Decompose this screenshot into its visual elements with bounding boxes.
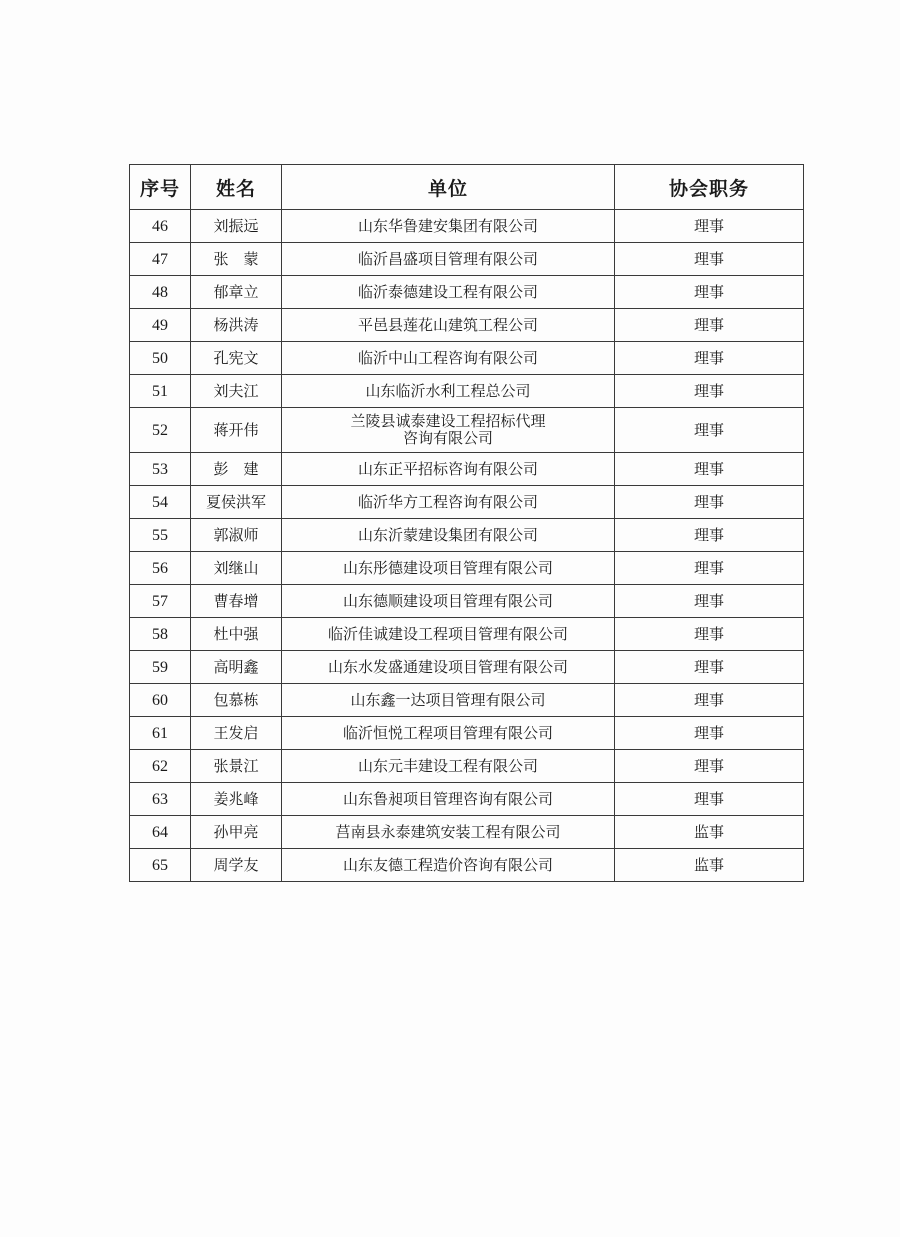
cell-serial-number: 48 [130, 276, 191, 309]
cell-serial-number: 51 [130, 375, 191, 408]
cell-unit-line: 临沂华方工程咨询有限公司 [357, 492, 538, 511]
cell-unit [282, 783, 615, 816]
cell-serial-number: 56 [130, 552, 191, 585]
cell-name: 刘夫江 [191, 375, 282, 408]
cell-unit-line: 山东鑫一达项目管理有限公司 [350, 690, 546, 709]
table-row [130, 210, 804, 243]
cell-serial-number: 53 [130, 453, 191, 486]
cell-unit-line: 山东鲁昶项目管理咨询有限公司 [342, 789, 553, 808]
cell-unit-line: 山东临沂水利工程总公司 [365, 381, 531, 400]
cell-unit-line: 咨询有限公司 [402, 429, 493, 447]
cell-serial-number: 65 [130, 849, 191, 882]
table-body [130, 210, 804, 882]
cell-name: 包慕栋 [191, 684, 282, 717]
cell-association-role: 理事 [615, 618, 804, 651]
cell-name: 孔宪文 [191, 342, 282, 375]
cell-unit [282, 453, 615, 486]
cell-unit-line: 临沂恒悦工程项目管理有限公司 [342, 723, 553, 742]
table-row [130, 519, 804, 552]
header-association-role: 协会职务 [615, 165, 804, 210]
cell-name: 姜兆峰 [191, 783, 282, 816]
cell-association-role: 理事 [615, 276, 804, 309]
cell-serial-number: 63 [130, 783, 191, 816]
cell-serial-number: 49 [130, 309, 191, 342]
cell-association-role: 理事 [615, 585, 804, 618]
cell-association-role: 理事 [615, 210, 804, 243]
table-row [130, 684, 804, 717]
table-row [130, 375, 804, 408]
cell-unit-line: 山东德顺建设项目管理有限公司 [342, 591, 553, 610]
cell-association-role: 理事 [615, 375, 804, 408]
cell-unit-line: 平邑县莲花山建筑工程公司 [357, 315, 538, 334]
cell-unit [282, 618, 615, 651]
table-row [130, 342, 804, 375]
table-row [130, 486, 804, 519]
cell-name: 杜中强 [191, 618, 282, 651]
cell-unit [282, 486, 615, 519]
cell-name: 王发启 [191, 717, 282, 750]
cell-association-role: 理事 [615, 519, 804, 552]
cell-unit [282, 585, 615, 618]
cell-name: 曹春增 [191, 585, 282, 618]
table-row [130, 243, 804, 276]
cell-association-role: 监事 [615, 816, 804, 849]
cell-name: 孙甲亮 [191, 816, 282, 849]
cell-unit [282, 243, 615, 276]
cell-association-role: 理事 [615, 552, 804, 585]
cell-name: 张景江 [191, 750, 282, 783]
cell-serial-number: 50 [130, 342, 191, 375]
member-roster-table [129, 164, 804, 882]
table-row [130, 453, 804, 486]
cell-association-role: 理事 [615, 342, 804, 375]
cell-serial-number: 59 [130, 651, 191, 684]
cell-serial-number: 46 [130, 210, 191, 243]
table-row [130, 651, 804, 684]
cell-serial-number: 54 [130, 486, 191, 519]
cell-unit [282, 684, 615, 717]
table-row [130, 585, 804, 618]
cell-unit [282, 408, 615, 453]
cell-unit-line: 山东彤德建设项目管理有限公司 [342, 558, 553, 577]
cell-serial-number: 52 [130, 408, 191, 453]
cell-unit-line: 山东华鲁建安集团有限公司 [357, 216, 538, 235]
cell-unit-line: 山东元丰建设工程有限公司 [357, 756, 538, 775]
cell-serial-number: 55 [130, 519, 191, 552]
header-unit: 单位 [282, 165, 615, 210]
cell-name: 蒋开伟 [191, 408, 282, 453]
cell-serial-number: 62 [130, 750, 191, 783]
cell-unit [282, 552, 615, 585]
cell-unit [282, 375, 615, 408]
cell-association-role: 理事 [615, 717, 804, 750]
cell-unit-line: 山东水发盛通建设项目管理有限公司 [327, 657, 568, 676]
cell-serial-number: 64 [130, 816, 191, 849]
cell-association-role: 理事 [615, 684, 804, 717]
cell-serial-number: 57 [130, 585, 191, 618]
table-row [130, 717, 804, 750]
header-name: 姓名 [191, 165, 282, 210]
cell-unit [282, 519, 615, 552]
cell-unit [282, 849, 615, 882]
table-row [130, 552, 804, 585]
cell-unit [282, 210, 615, 243]
cell-unit [282, 651, 615, 684]
cell-association-role: 理事 [615, 408, 804, 453]
cell-association-role: 理事 [615, 309, 804, 342]
cell-serial-number: 60 [130, 684, 191, 717]
cell-association-role: 理事 [615, 750, 804, 783]
cell-name: 刘振远 [191, 210, 282, 243]
cell-unit-line: 临沂佳诚建设工程项目管理有限公司 [327, 624, 568, 643]
cell-unit-line: 莒南县永泰建筑安装工程有限公司 [335, 822, 561, 841]
table-row [130, 618, 804, 651]
cell-unit [282, 750, 615, 783]
cell-unit [282, 309, 615, 342]
cell-association-role: 理事 [615, 243, 804, 276]
cell-unit [282, 276, 615, 309]
table-row [130, 309, 804, 342]
cell-unit-line: 兰陵县诚泰建设工程招标代理 [350, 412, 546, 430]
cell-serial-number: 58 [130, 618, 191, 651]
cell-unit [282, 342, 615, 375]
cell-name: 彭 建 [191, 453, 282, 486]
cell-association-role: 理事 [615, 651, 804, 684]
cell-unit [282, 816, 615, 849]
cell-name: 杨洪涛 [191, 309, 282, 342]
cell-name: 周学友 [191, 849, 282, 882]
cell-association-role: 理事 [615, 453, 804, 486]
cell-unit-line: 临沂中山工程咨询有限公司 [357, 348, 538, 367]
cell-association-role: 监事 [615, 849, 804, 882]
table-row [130, 816, 804, 849]
cell-name: 张 蒙 [191, 243, 282, 276]
cell-association-role: 理事 [615, 783, 804, 816]
cell-association-role: 理事 [615, 486, 804, 519]
table-row [130, 276, 804, 309]
cell-name: 夏侯洪军 [191, 486, 282, 519]
cell-unit-line: 山东友德工程造价咨询有限公司 [342, 855, 553, 874]
table-header-row [130, 165, 804, 210]
cell-name: 刘继山 [191, 552, 282, 585]
table-row [130, 783, 804, 816]
cell-unit-line: 山东正平招标咨询有限公司 [357, 459, 538, 478]
cell-serial-number: 47 [130, 243, 191, 276]
table-row [130, 750, 804, 783]
cell-unit-line: 山东沂蒙建设集团有限公司 [357, 525, 538, 544]
table-row [130, 849, 804, 882]
table-row [130, 408, 804, 453]
cell-serial-number: 61 [130, 717, 191, 750]
cell-unit-line: 临沂泰德建设工程有限公司 [357, 282, 538, 301]
cell-name: 高明鑫 [191, 651, 282, 684]
cell-name: 郁章立 [191, 276, 282, 309]
header-serial-number: 序号 [130, 165, 191, 210]
cell-name: 郭淑师 [191, 519, 282, 552]
cell-unit [282, 717, 615, 750]
cell-unit-line: 临沂昌盛项目管理有限公司 [357, 249, 538, 268]
